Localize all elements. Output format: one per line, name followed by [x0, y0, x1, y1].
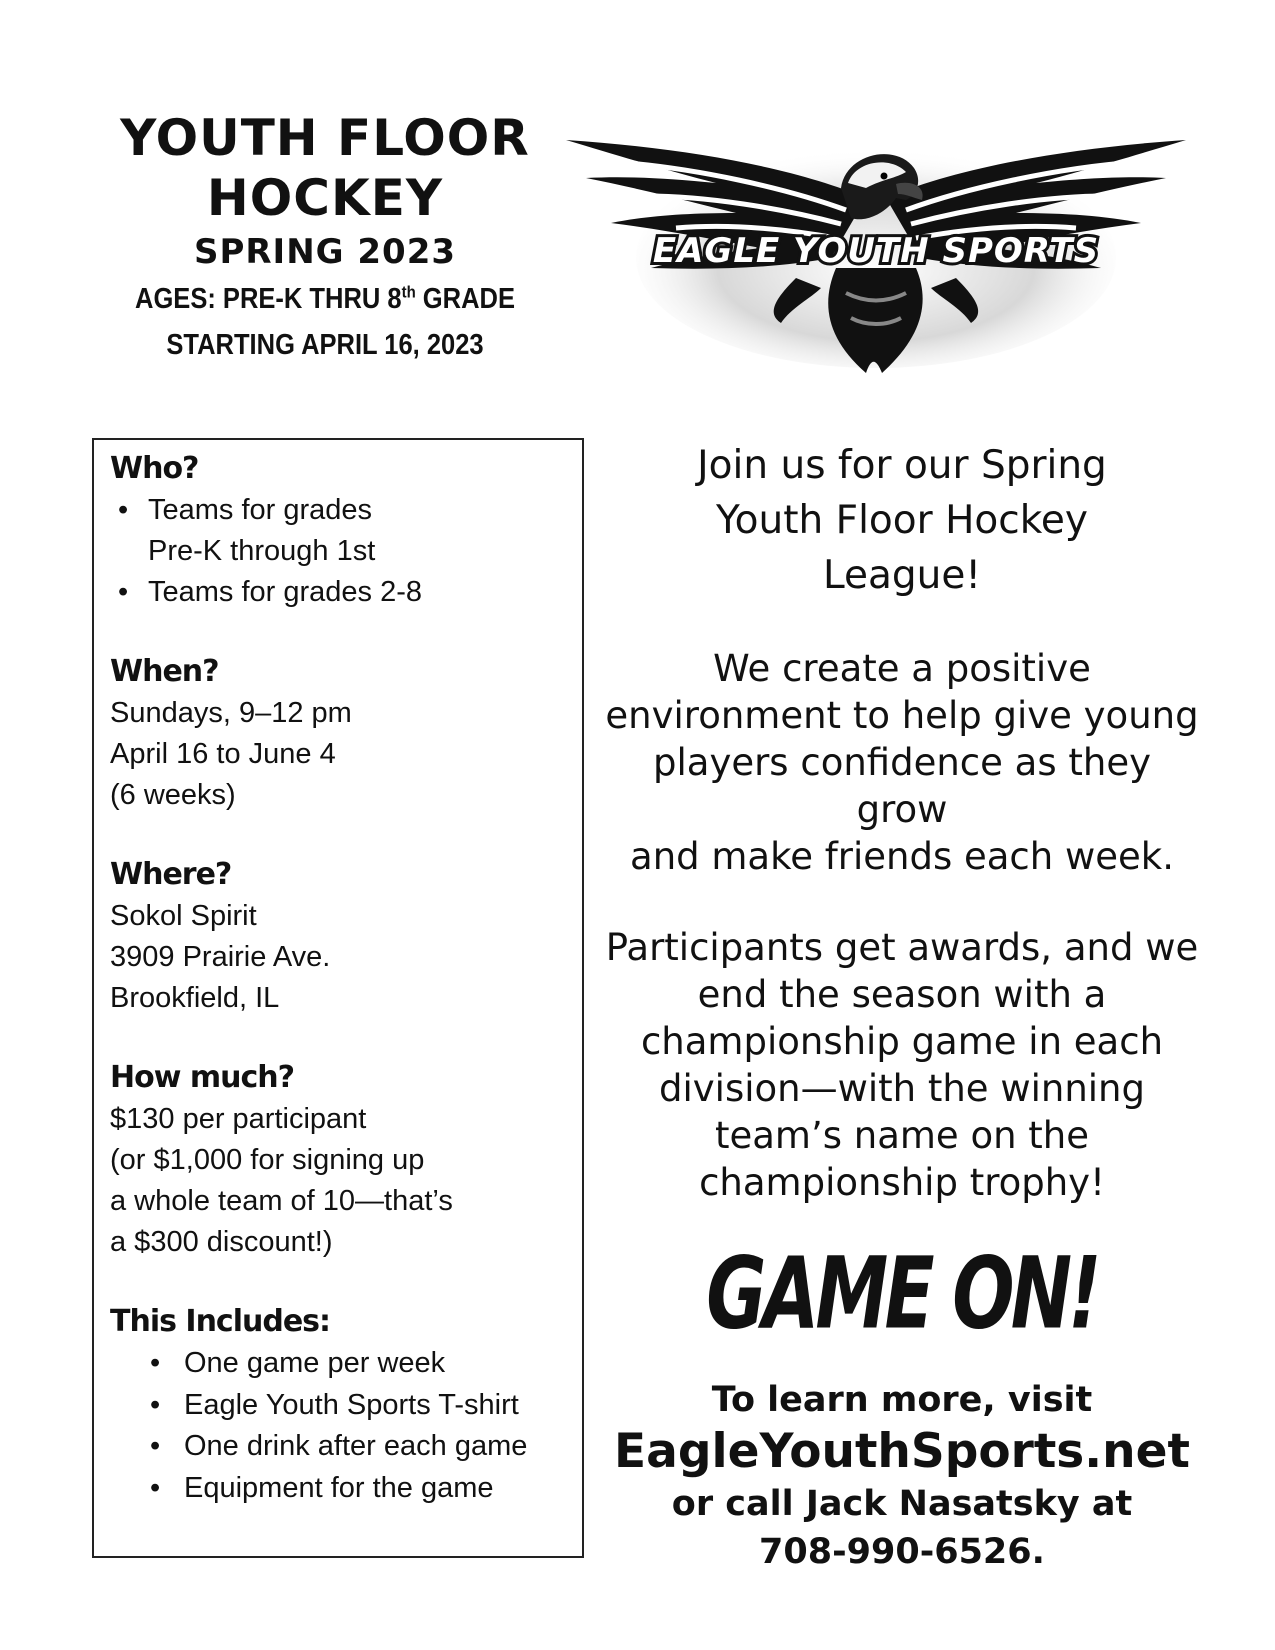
intro-line-1: Join us for our Spring — [697, 443, 1107, 488]
flyer-header — [100, 108, 550, 368]
positive-line-4: and make friends each week. — [630, 835, 1174, 878]
includes-item-1: • One game per week — [110, 1343, 568, 1385]
positive-line-3: players confidence as they grow — [653, 741, 1151, 831]
includes-item-2: • Eagle Youth Sports T-shirt — [110, 1385, 568, 1427]
ages-label — [127, 276, 523, 322]
awards-line-5: team’s name on the — [714, 1114, 1090, 1157]
price-line-2: (or $1,000 for signing up — [110, 1144, 425, 1176]
awards-line-3: championship game in each — [640, 1020, 1164, 1063]
price-line-3: a whole team of 10—that’s — [110, 1185, 453, 1217]
who-item-1b: Pre-K through 1st — [148, 535, 376, 567]
where-heading: Where? — [110, 857, 232, 892]
when-line-1: Sundays, 9–12 pm — [110, 697, 352, 729]
positive-line-1: We create a positive — [713, 647, 1091, 690]
promo-column — [602, 438, 1202, 1576]
who-item-1 — [110, 490, 568, 572]
website-link[interactable]: EagleYouthSports.net — [614, 1424, 1190, 1479]
ages-prefix: AGES: PRE-K THRU 8 — [135, 283, 402, 315]
how-much-section — [110, 1057, 568, 1263]
includes-heading: This Includes: — [110, 1304, 331, 1339]
when-section — [110, 651, 568, 816]
includes-section — [110, 1301, 568, 1509]
price-line-4: a $300 discount!) — [110, 1226, 333, 1258]
ages-suffix: GRADE — [415, 283, 515, 315]
where-line-1: Sokol Spirit — [110, 900, 257, 932]
where-line-3: Brookfield, IL — [110, 982, 280, 1014]
price-line-1: $130 per participant — [110, 1103, 367, 1135]
who-item-1a: Teams for grades — [148, 494, 373, 526]
when-heading: When? — [110, 654, 219, 689]
contact-block — [602, 1376, 1202, 1576]
positive-line-2: environment to help give young — [605, 694, 1199, 737]
includes-item-4: • Equipment for the game — [110, 1468, 568, 1510]
where-line-2: 3909 Prairie Ave. — [110, 941, 331, 973]
how-much-heading: How much? — [110, 1060, 295, 1095]
eagle-logo — [566, 128, 1186, 378]
includes-list — [110, 1343, 568, 1509]
awards-line-4: division—with the winning — [659, 1067, 1145, 1110]
awards-line-1: Participants get awards, and we — [605, 926, 1199, 969]
where-section — [110, 854, 568, 1019]
learn-more-text: To learn more, visit — [711, 1380, 1093, 1420]
awards-line-2: end the season with a — [697, 973, 1107, 1016]
call-text: or call Jack Nasatsky at — [671, 1484, 1133, 1524]
intro-paragraph — [602, 438, 1202, 603]
when-line-3: (6 weeks) — [110, 779, 236, 811]
intro-line-3: League! — [822, 553, 982, 598]
ages-sup: th — [401, 282, 416, 302]
title-line-2: HOCKEY — [206, 169, 444, 227]
when-line-2: April 16 to June 4 — [110, 738, 336, 770]
who-list — [110, 490, 568, 613]
info-box — [92, 438, 584, 1558]
who-heading: Who? — [110, 451, 199, 486]
positive-paragraph — [602, 645, 1202, 880]
logo-text: EAGLE YOUTH SPORTS — [652, 231, 1100, 271]
intro-line-2: Youth Floor Hockey — [716, 498, 1088, 543]
awards-paragraph — [602, 924, 1202, 1206]
game-on-heading: GAME ON! — [706, 1237, 1098, 1352]
title-line-1: YOUTH FLOOR — [120, 109, 530, 167]
start-date: STARTING APRIL 16, 2023 — [166, 329, 484, 361]
who-section — [110, 448, 568, 613]
who-item-2: • Teams for grades 2-8 — [110, 572, 568, 613]
season-label: SPRING 2023 — [193, 232, 457, 272]
phone-number[interactable]: 708-990-6526. — [759, 1532, 1045, 1572]
awards-line-6: championship trophy! — [699, 1161, 1105, 1204]
includes-item-3: • One drink after each game — [110, 1426, 568, 1468]
